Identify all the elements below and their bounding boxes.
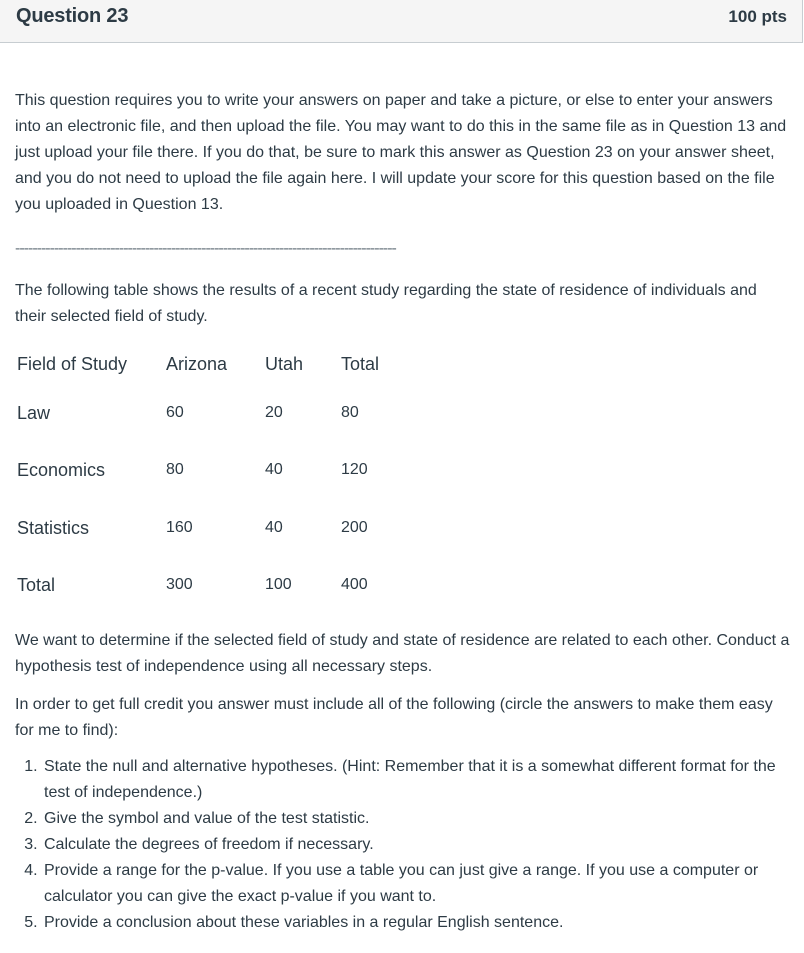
list-item: 4. Provide a range for the p-value. If you use a table you can just give a range. If you use a computer or calculator you can give the exact p-value if you want to. [42,858,790,910]
cell-arizona: 300 [166,576,193,594]
list-item: 5. Provide a conclusion about these variables in a regular English sentence. [42,910,790,936]
instructions-text: In order to get full credit you answer must include all of the following (circle the answers to make them easy for me to find): [15,696,773,739]
header-total: Total [341,354,380,374]
cell-utah: 40 [265,518,283,536]
question-points: 100 pts [728,7,787,26]
cell-arizona: 60 [166,403,184,421]
row-label: Economics [17,460,106,481]
question-text: We want to determine if the selected field of study and state of residence are related to each other. Conduct a hypothesis test of independence using all necessary steps. [15,632,790,675]
table-row [15,442,401,500]
table-row [15,499,401,557]
cell-total: 200 [341,518,368,536]
table-header-row [15,344,401,384]
list-item: 3. Calculate the degrees of freedom if necessary. [42,832,790,858]
header-arizona: Arizona [166,354,228,374]
table-total-row [15,557,401,615]
table-row [15,384,401,442]
row-label: Statistics [17,517,90,538]
question-body [15,88,790,936]
cell-arizona: 80 [166,461,184,479]
steps-list [15,754,790,936]
list-item: 2. Give the symbol and value of the test statistic. [42,806,790,832]
cell-utah: 100 [265,576,292,594]
cell-total: 80 [341,403,359,421]
header-field-of-study: Field of Study [17,354,128,374]
table-intro: The following table shows the results of a recent study regarding the state of residence of individuals and their selected field of study. [15,282,757,325]
cell-total: 400 [341,576,368,594]
question-header [0,0,803,43]
header-utah: Utah [265,354,304,374]
cell-total: 120 [341,461,368,479]
cell-utah: 20 [265,403,283,421]
cell-arizona: 160 [166,518,193,536]
row-label: Law [17,402,51,423]
list-item: 1. State the null and alternative hypotheses. (Hint: Remember that it is a somewhat different format for the test of independence.) [42,754,790,806]
data-table [15,344,401,614]
separator-line: ---------------------------------------------------------------------------------------- [15,240,396,257]
intro-paragraph: This question requires you to write your answers on paper and take a picture, or else to enter your answers into an electronic file, and then upload the file. You may want to do this in the same file as in Question 13 and just upload your file there. If you do that, be sure to mark this answer as Question 23 on your answer sheet, and you do not need to upload the file again here. I will update your score for this question based on the file you uploaded in Question 13. [15,92,787,213]
cell-utah: 40 [265,461,283,479]
row-label: Total [17,575,56,596]
question-title: Question 23 [16,5,129,27]
